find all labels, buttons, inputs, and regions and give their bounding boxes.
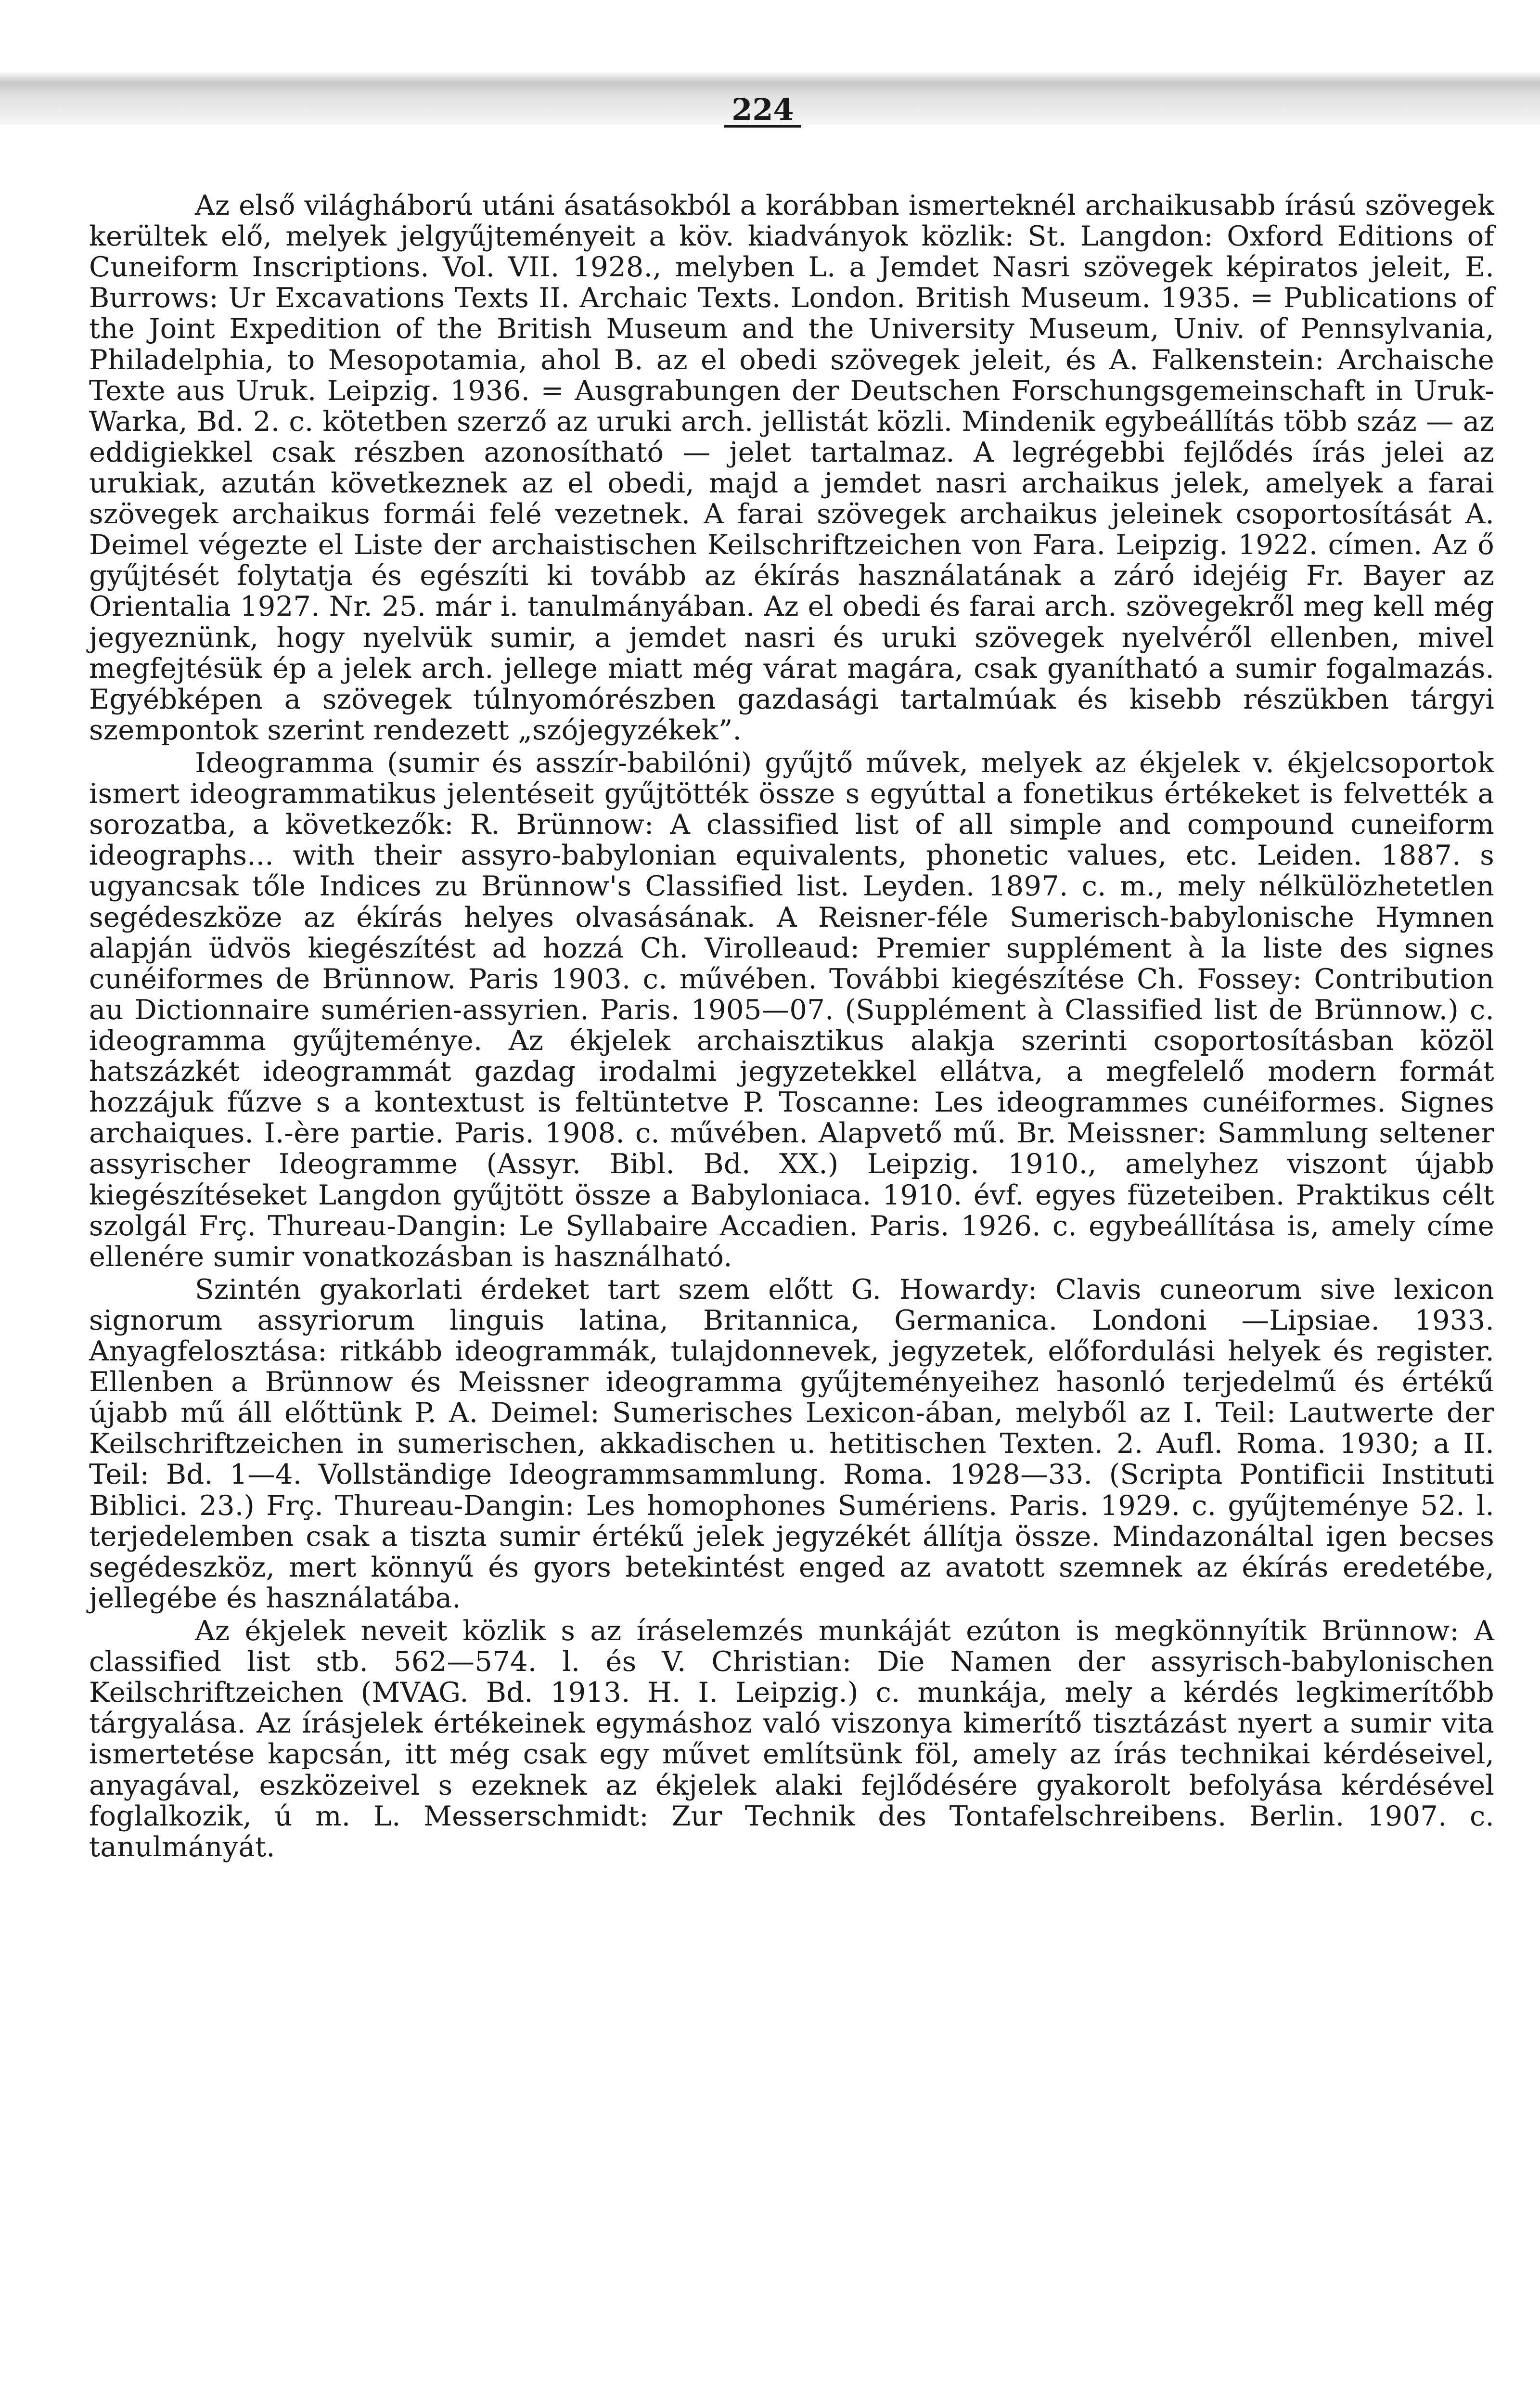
- page-body: [89, 190, 1494, 1863]
- page-number: 224: [724, 94, 801, 128]
- paragraph-practical-works: Szintén gyakorlati érdeket tart szem előtt G. Howardy: Clavis cuneorum sive lexicon signorum assyriorum linguis latina, Britannica, Germanica. Londoni —Lipsiae. 1933. Anyagfelosztása: ritkább ideogrammák, tulajdonnevek, jegyzetek, előfordulási helyek és register. Ellenben a Brünnow és Meissner ideogramma gyűjteményeihez hasonló terjedelmű és értékű újabb mű áll előttünk P. A. Deimel: Sumerisches Lexicon-ában, melyből az I. Teil: Lautwerte der Keilschriftzeichen in sumerischen, akkadischen u. hetitischen Texten. 2. Aufl. Roma. 1930; a II. Teil: Bd. 1—4. Vollständige Ideogrammsammlung. Roma. 1928—33. (Scripta Pontificii Instituti Biblici. 23.) Frç. Thureau-Dangin: Les homophones Sumériens. Paris. 1929. c. gyűjteménye 52. l. terjedelemben csak a tiszta sumir értékű jelek jegyzékét állítja össze. Mindazonáltal igen becses segédeszköz, mert könnyű és gyors betekintést enged az avatott szemnek az ékírás eredetébe, jellegébe és használatába.: [89, 1273, 1494, 1614]
- paragraph-archaic-texts: Az első világháború utáni ásatásokból a korábban ismerteknél archaikusabb írású szövegek kerültek elő, melyek jelgyűjteményeit a köv. kiadványok közlik: St. Langdon: Oxford Editions of Cuneiform Inscriptions. Vol. VII. 1928., melyben L. a Jemdet Nasri szövegek képiratos jeleit, E. Burrows: Ur Excavations Texts II. Archaic Texts. London. British Museum. 1935. = Publications of the Joint Expedition of the British Museum and the University Museum, Univ. of Pennsylvania, Philadelphia, to Mesopotamia, ahol B. az el obedi szövegek jeleit, és A. Falkenstein: Archaische Texte aus Uruk. Leipzig. 1936. = Ausgrabungen der Deutschen Forschungsgemeinschaft in Uruk-Warka, Bd. 2. c. kötetben szerző az uruki arch. jellistát közli. Mindenik egybeállítás több száz — az eddigiekkel csak részben azonosítható — jelet tartalmaz. A legrégebbi fejlődés írás jelei az urukiak, azután következnek az el obedi, majd a jemdet nasri archaikus jelek, amelyek a farai szövegek archaikus formái felé vezetnek. A farai szövegek archaikus jeleinek csoportosítását A. Deimel végezte el Liste der archaistischen Keilschriftzeichen von Fara. Leipzig. 1922. címen. Az ő gyűjtését folytatja és egészíti ki tovább az ékírás használatának a záró idejéig Fr. Bayer az Orientalia 1927. Nr. 25. már i. tanulmányában. Az el obedi és farai arch. szövegekről meg kell még jegyeznünk, hogy nyelvük sumir, a jemdet nasri és uruki szövegek nyelvéről ellenben, mivel megfejtésük ép a jelek arch. jellege miatt még várat magára, csak gyanítható a sumir fogalmazás. Egyébképen a szövegek túlnyomórészben gazdasági tartalmúak és kisebb részükben tárgyi szempontok szerint rendezett „szójegyzékek”.: [89, 189, 1494, 746]
- paragraph-sign-names: Az ékjelek neveit közlik s az íráselemzés munkáját ezúton is megkönnyítik Brünnow: A classified list stb. 562—574. l. és V. Christian: Die Namen der assyrisch-babylonischen Keilschriftzeichen (MVAG. Bd. 1913. H. I. Leipzig.) c. munkája, mely a kérdés legkimerítőbb tárgyalása. Az írásjelek értékeinek egymáshoz való viszonya kimerítő tisztázást nyert a sumir vita ismertetése kapcsán, itt még csak egy művet említsünk föl, amely az írás technikai kérdéseivel, anyagával, eszközeivel s ezeknek az ékjelek alaki fejlődésére gyakorolt befolyása kérdésével foglalkozik, ú m. L. Messerschmidt: Zur Technik des Tontafelschreibens. Berlin. 1907. c. tanulmányát.: [89, 1615, 1494, 1863]
- paragraph-ideogram-collections: Ideogramma (sumir és asszír-babilóni) gyűjtő művek, melyek az ékjelek v. ékjelcsoportok ismert ideogrammatikus jelentéseit gyűjtötték össze s egyúttal a fonetikus értékeket is felvették a sorozatba, a következők: R. Brünnow: A classified list of all simple and compound cuneiform ideographs... with their assyro-babylonian equivalents, phonetic values, etc. Leiden. 1887. s ugyancsak tőle Indices zu Brünnow's Classified list. Leyden. 1897. c. m., mely nélkülözhetetlen segédeszköze az ékírás helyes olvasásának. A Reisner-féle Sumerisch-babylonische Hymnen alapján üdvös kiegészítést ad hozzá Ch. Virolleaud: Premier supplément à la liste des signes cunéiformes de Brünnow. Paris 1903. c. művében. További kiegészítése Ch. Fossey: Contribution au Dictionnaire sumérien-assyrien. Paris. 1905—07. (Supplément à Classified list de Brünnow.) c. ideogramma gyűjteménye. Az ékjelek archaisztikus alakja szerinti csoportosításban közöl hatszázkét ideogrammát gazdag irodalmi jegyzetekkel ellátva, a megfelelő modern formát hozzájuk fűzve s a kontextust is feltüntetve P. Toscanne: Les ideogrammes cunéiformes. Signes archaiques. I.-ère partie. Paris. 1908. c. művében. Alapvető mű. Br. Meissner: Sammlung seltener assyrischer Ideogramme (Assyr. Bibl. Bd. XX.) Leipzig. 1910., amelyhez viszont újabb kiegészítéseket Langdon gyűjtött össze a Babyloniaca. 1910. évf. egyes füzeteiben. Praktikus célt szolgál Frç. Thureau-Dangin: Le Syllabaire Accadien. Paris. 1926. c. egybeállítása is, amely címe ellenére sumir vonatkozásban is használható.: [89, 746, 1494, 1273]
